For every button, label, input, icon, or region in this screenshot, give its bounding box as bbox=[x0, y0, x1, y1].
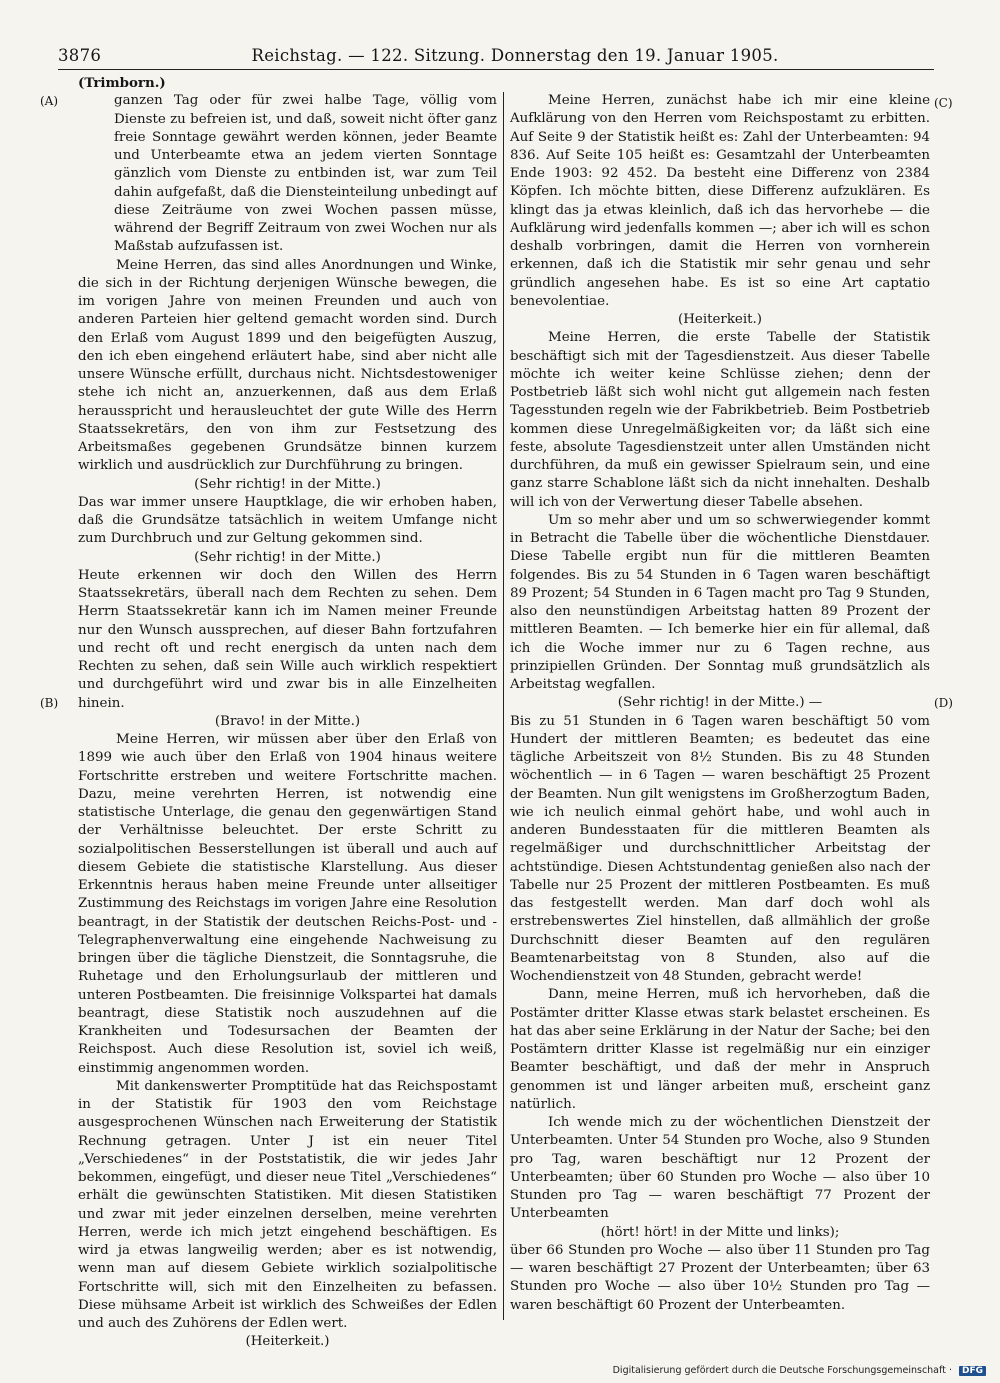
paragraph: Dann, meine Herren, muß ich hervorheben, daß die Postämter dritter Klasse etwas stark belastet erscheinen. Es hat das aber seine Erklärung in der Natur der Sache; bei den Postämtern dritter Klasse ist regelmäßig nur ein einziger Beamter beschäftigt, und daß der mehr in Anspruch genommen ist und länger arbeiten muß, erscheint ganz natürlich. bbox=[510, 987, 930, 1112]
interjection: (Heiterkeit.) bbox=[678, 312, 762, 327]
margin-mark-d: (D) bbox=[934, 696, 953, 710]
right-column bbox=[510, 92, 930, 1315]
paragraph: Meine Herren, zunächst habe ich mir eine kleine Aufklärung von den Herren vom Reichspostamt zu erbitten. Auf Seite 9 der Statistik heißt es: Zahl der Unterbeamten: 94 836. Auf Seite 105 heißt es: Gesamtzahl der Unterbeamten Ende 1903: 92 452. Da besteht eine Differenz von 2384 Köpfen. Ich möchte bitten, diese Differenz aufzuklären. Es klingt das ja etwas kleinlich, daß ich das hervorhebe — die Aufklärung wird jedenfalls kommen —; aber ich will es schon deshalb vorbringen, damit die Herren von vornherein erkennen, daß ich die Statistik mir sehr genau und sehr gründlich angesehen habe. Es ist so eine Art captatio benevolentiae. bbox=[510, 93, 930, 309]
interjection: (hört! hört! in der Mitte und links); bbox=[600, 1224, 840, 1240]
margin-mark-a: (A) bbox=[40, 94, 59, 108]
interjection: (Sehr richtig! in der Mitte.) bbox=[194, 476, 381, 492]
interjection: (Bravo! in der Mitte.) bbox=[214, 713, 361, 729]
column-divider bbox=[503, 92, 504, 1320]
header-rule bbox=[58, 69, 934, 70]
running-head: Reichstag. — 122. Sitzung. Donnerstag den 19. Januar 1905. bbox=[251, 46, 779, 65]
paragraph: Meine Herren, wir müssen aber über den Erlaß von 1899 wie auch über den Erlaß von 1904 hinaus weitere Fortschritte erstreben und weitere Fortschritte machen. Dazu, meine verehrten Herren, ist notwendig eine statistische Unterlage, die genau den gegenwärtigen Stand der Verhältnisse beleuchtet. Der erste Schritt zu sozialpolitischen Besserstellungen ist überall und auch auf diesem Gebiete die statistische Klarstellung. Aus dieser Erkenntnis heraus haben meine Freunde unter allseitiger Zustimmung des Reichstags im vorigen Jahre eine Resolution beantragt, in der Statistik der deutschen Reichs-Post- und -Telegraphenverwaltung eine eingehende Nachweisung zu bringen über die tägliche Dienstzeit, die Sonntagsruhe, die Ruhetage und den Erholungsurlaub der mittleren und unteren Postbeamten. Die freisinnige Volkspartei hat damals beantragt, diese Statistik noch auszudehnen auf die Krankheiten und Todesursachen der Beamten der Reichspost. Auch diese Resolution ist, soviel ich weiß, einstimmig angenommen worden. bbox=[78, 732, 497, 1076]
paragraph: Um so mehr aber und um so schwerwiegender kommt in Betracht die Tabelle über die wöchentliche Dienstdauer. Diese Tabelle ergibt nun für die mittleren Beamten folgendes. Bis zu 54 Stunden in 6 Tagen waren beschäftigt 89 Prozent; 54 Stunden in 6 Tagen macht pro Tag 9 Stunden, also den neunstündigen Arbeitstag hatten 89 Prozent der mittleren Beamten. — Ich bemerke hier ein für allemal, daß ich die Woche immer nur zu 6 Tagen rechne, aus prinzipiellen Gründen. Der Sonntag muß grundsätzlich als Arbeitstag wegfallen. bbox=[510, 512, 930, 692]
digitization-credit: Digitalisierung gefördert durch die Deutsche Forschungsgemeinschaft · DFG bbox=[613, 1365, 986, 1376]
paragraph: Ich wende mich zu der wöchentlichen Dienstzeit der Unterbeamten. Unter 54 Stunden pro Woche, also 9 Stunden pro Tag, waren beschäftigt nur 12 Prozent der Unterbeamten; über 60 Stunden pro Woche — also über 10 Stunden pro Tag — waren beschäftigt 77 Prozent der Unterbeamten bbox=[510, 1115, 930, 1222]
left-column bbox=[78, 74, 497, 1352]
page-number: 3876 bbox=[58, 46, 102, 65]
paragraph: Das war immer unsere Hauptklage, die wir erhoben haben, daß die Grundsätze tatsächlich in weitem Umfange nicht zum Durchbruch und zur Geltung gekommen sind. bbox=[78, 494, 497, 547]
margin-mark-b: (B) bbox=[40, 696, 59, 710]
paragraph: Mit dankenswerter Promptitüde hat das Reichspostamt in der Statistik für 1903 den vom Reichstage ausgesprochenen Wünschen nach Erweiterung der Statistik Rechnung getragen. Unter J ist ein neuer Titel „Verschiedenes“ in der Poststatistik, die wir jedes Jahr bekommen, eingefügt, und dieser neue Titel „Verschiedenes“ erhält die gewünschten Statistiken. Mit diesen Statistiken und zwar mit jeder einzelnen derselben, meine verehrten Herren, werde ich mich jetzt eingehend beschäftigen. Es wird ja etwas langweilig werden; aber es ist notwendig, wenn man auf diesem Gebiete wirklich sozialpolitische Fortschritte will, sich mit den Einzelheiten zu befassen. Diese mühsame Arbeit ist wirklich des Schweißes der Edlen und auch des Zuhörens der Edlen wert. bbox=[78, 1078, 497, 1331]
paragraph: über 66 Stunden pro Woche — also über 11 Stunden pro Tag — waren beschäftigt 27 Prozent der Unterbeamten; über 63 Stunden pro Woche — also über 10½ Stunden pro Tag — waren beschäftigt 60 Prozent der Unterbeamten. bbox=[510, 1242, 930, 1313]
paragraph: Meine Herren, das sind alles Anordnungen und Winke, die sich in der Richtung derjenigen Wünsche bewegen, die im vorigen Jahre von meinen Freunden und auch von anderen Parteien hier geltend gemacht worden sind. Durch den Erlaß vom August 1899 und den beigefügten Auszug, den ich eben eingehend erläutert habe, sind aber nicht alle unsere Wünsche erfüllt, durchaus nicht. Nichtsdestoweniger stehe ich nicht an, anzuerkennen, daß aus dem Erlaß herausspricht und herausleuchtet der gute Wille des Herrn Staatssekretärs, den von ihm zur Festsetzung des Arbeitsmaßes gegebenen Grundsätze binnen kurzem wirklich und ausdrücklich zur Durchführung zu bringen. bbox=[78, 257, 497, 474]
paragraph: Bis zu 51 Stunden in 6 Tagen waren beschäftigt 50 vom Hundert der mittleren Beamten; es bedeutet das eine tägliche Arbeitszeit von 8½ Stunden. Bis zu 48 Stunden wöchentlich — in 6 Tagen — waren beschäftigt 25 Prozent der Beamten. Nun gilt wenigstens im Großherzogtum Baden, wie ich neulich einmal gehört habe, und wohl auch in anderen Bundesstaaten für die mittleren Beamten als regelmäßiger und durchschnittlicher Arbeitstag der achtstündige. Diesen Achtstundentag genießen also nach der Tabelle nur 25 Prozent der mittleren Postbeamten. Es muß das festgestellt werden. Man darf doch wohl als erstrebenswertes Ziel hinstellen, daß allmählich der große Durchschnitt dieser Beamten auf den regulären Beamtenarbeitstag von 8 Stunden, also auf die Wochendienstzeit von 48 Stunden, gebracht werde! bbox=[510, 713, 930, 984]
paragraph: ganzen Tag oder für zwei halbe Tage, völlig vom Dienste zu befreien ist, und daß, soweit nicht öfter ganz freie Sonntage gewährt werden können, jeder Beamte und Unterbeamte etwa an jedem vierten Sonntage gänzlich vom Dienste zu entbinden ist, war zum Teil dahin aufgefaßt, daß die Diensteinteilung unbedingt auf diese Zeiträume von zwei Wochen passen müsse, während der Begriff Zeitraum von zwei Wochen nur als Maßstab aufzufassen ist. bbox=[114, 93, 497, 255]
dfg-logo: DFG bbox=[959, 1366, 986, 1376]
interjection: (Sehr richtig! in der Mitte.) bbox=[194, 549, 381, 565]
margin-mark-c: (C) bbox=[934, 96, 953, 110]
paragraph: Heute erkennen wir doch den Willen des Herrn Staatssekretärs, überall nach dem Rechten zu sehen. Dem Herrn Staatssekretär kann ich im Namen meiner Freunde nur den Wunsch aussprechen, auf dieser Bahn fortzufahren und recht oft und recht energisch da unten nach dem Rechten zu sehen, daß sein Wille auch wirklich respektiert und durchgeführt wird und zwar bis in alle Einzelheiten hinein. bbox=[78, 567, 497, 711]
page-header bbox=[58, 44, 932, 70]
interjection: (Heiterkeit.) bbox=[245, 1334, 330, 1350]
paragraph: Meine Herren, die erste Tabelle der Statistik beschäftigt sich mit der Tagesdienstzeit. Aus dieser Tabelle möchte ich weiter keine Schlüsse ziehen; denn der Postbetrieb läßt sich wohl nicht gut allgemein nach festen Tagesstunden regeln wie der Fabrikbetrieb. Beim Postbetrieb kommen diese Unregelmäßigkeiten vor; da läßt sich eine feste, absolute Tagesdienstzeit unter allen Umständen nicht durchführen, da muß ein gewisser Spielraum sein, und eine ganz starre Schablone läßt sich da nicht innehalten. Deshalb will ich von der Verwertung dieser Tabelle absehen. bbox=[510, 330, 930, 510]
interjection: (Sehr richtig! in der Mitte.) — bbox=[617, 695, 823, 711]
speaker-name: (Trimborn.) bbox=[78, 75, 166, 91]
credit-text: Digitalisierung gefördert durch die Deutsche Forschungsgemeinschaft bbox=[612, 1365, 946, 1376]
